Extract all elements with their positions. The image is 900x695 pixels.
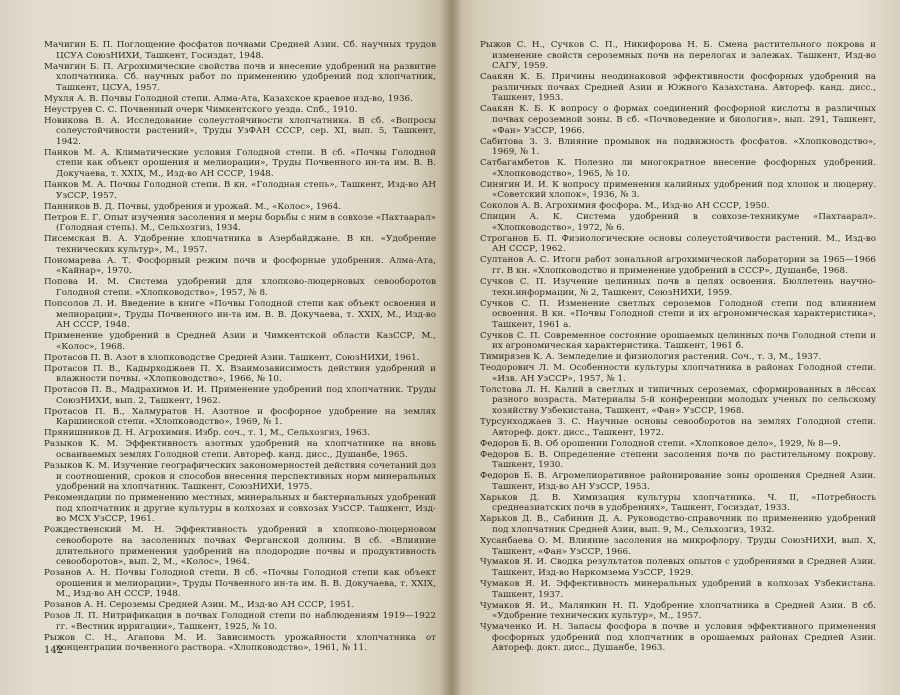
bibliography-entry: Разыков К. М. Эффективность азотных удобрений на хлопчатнике на вновь осваиваемых землях Голодной степи. Автореф. канд. дисс., Душанбе, 1965. — [44, 439, 436, 460]
bibliography-entry: Тимирязев К. А. Земледелие и физиология растений. Соч., т. 3, М., 1937. — [480, 352, 822, 363]
page-number: 142 — [44, 645, 64, 656]
bibliography-entry: Розов Л. П. Нитрификация в почвах Голодной степи по наблюдениям 1919—1922 гг. «Вестник ирригации», Ташкент, 1925, № 10. — [44, 611, 436, 632]
bibliography-entry: Розанов А. Н. Почвы Голодной степи. В сб. «Почвы Голодной степи как объект орошения и мелиорации», Труды Почвенного ин-та им. В. В. Докучаева, т. XXIX, М., Изд-во АН СССР, 1948. — [44, 568, 436, 600]
bibliography-entry: Федоров Б. В. Определение степени засоления почв по растительному покрову. Ташкент, 1930. — [480, 449, 876, 471]
bibliography-entry: Спицин А. К. Система удобрений в совхозе-техникуме «Пахтаарал». «Хлопководство», 1972, № 6. — [480, 212, 876, 233]
bibliography-entry: Синягин И. И. К вопросу применения калийных удобрений под хлопок и люцерну. «Советский хлопок», 1936, № 3. — [480, 179, 876, 201]
bibliography-entry: Петров Е. Г. Опыт изучения засоления и меры борьбы с ним в совхозе «Пахтаарал» (Голодная степь). М., Сельхозгиз, 1934. — [44, 212, 436, 234]
bibliography-entry: Протасов П. В., Кадырходжаев П. Х. Взаимозависимость действия удобрений и влажности почвы. «Хлопководство», 1966, № 10. — [44, 363, 436, 385]
bibliography-entry: Турсунходжаев З. С. Научные основы севооборотов на землях Голодной степи. Автореф. докт. дисс., Ташкент, 1972. — [480, 417, 876, 438]
bibliography-entry: Чумаченко И. Н. Запасы фосфора в почве и условия эффективного применения фосфорных удобрений под хлопчатник в орошаемых районах Средней Азии. Автореф. докт. дисс., Душанбе, 1963. — [480, 622, 876, 654]
right-bibliography-list — [480, 40, 876, 654]
bibliography-entry: Мухля А. В. Почвы Голодной степи. Алма-Ата, Казахское краевое изд-во, 1936. — [44, 93, 413, 104]
bibliography-entry: Разыков К. М. Изучение географических закономерностей действия сочетаний доз и соотношений, сроков и способов внесения перспективных норм минеральных удобрений на хлопчатник. Ташкент, СоюзНИХИ, 1975. — [44, 460, 436, 493]
bibliography-entry: Попова И. М. Система удобрений для хлопково-люцерновых севооборотов Голодной степи. «Хлопководство», 1957, № 8. — [44, 277, 436, 298]
bibliography-entry: Толстова Л. Н. Калий в светлых и типичных сероземах, сформированных в лёссах разного возраста. Материалы 5-й конференции молодых ученых по сельскому хозяйству Узбекистана, Ташкент, «Фан» УзССР, 1968. — [480, 384, 876, 417]
bibliography-entry: Попсолов Л. И. Введение в книге «Почвы Голодной степи как объект освоения и мелиорации», Труды Почвенного ин-та им. В. В. Докучаева, т. XXIX, М., Изд-во АН СССР, 1948. — [44, 298, 436, 331]
bibliography-entry: Протасов П. В., Халмуратов Н. Азотное и фосфорное удобрение на землях Каршинской степи. «Хлопководство», 1969, № 1. — [44, 406, 436, 428]
bibliography-entry: Чумаков Я. И. Эффективность минеральных удобрений в колхозах Узбекистана. Ташкент, 1937. — [480, 579, 876, 600]
bibliography-entry: Протасов П. В. Азот в хлопководстве Средней Азии. Ташкент, СоюзНИХИ, 1961. — [44, 352, 420, 363]
bibliography-entry: Розанов А. Н. Сероземы Средней Азии. М., Изд-во АН СССР, 1951. — [44, 600, 355, 611]
bibliography-entry: Строганов Б. П. Физиологические основы солеустойчивости растений. М., Изд-во АН СССР, 1962. — [480, 233, 876, 255]
bibliography-entry: Сабитова З. З. Влияние промывок на подвижность фосфатов. «Хлопководство», 1969, № 1. — [480, 136, 876, 158]
bibliography-entry: Сатбагамбетов К. Полезно ли многократное внесение фосфорных удобрений. «Хлопководство», 1965, № 10. — [480, 158, 876, 179]
bibliography-entry: Прянишников Д. Н. Агрохимия. Избр. соч., т. 1, М., Сельхозгиз, 1963. — [44, 428, 371, 439]
bibliography-entry: Панков М. А. Почвы Голодной степи. В кн. «Голодная степь», Ташкент, Изд-во АН УзССР, 1957. — [44, 180, 436, 201]
bibliography-entry: Панников В. Д. Почвы, удобрения и урожай. М., «Колос», 1964. — [44, 201, 342, 212]
bibliography-entry: Применение удобрений в Средней Азии и Чимкентской области КазССР, М., «Колос», 1968. — [44, 331, 436, 352]
right-page — [450, 0, 900, 695]
left-bibliography-list — [44, 40, 436, 654]
bibliography-entry: Писемская В. А. Удобрение хлопчатника в Азербайджане. В кн. «Удобрение технических культур», М., 1957. — [44, 234, 436, 255]
bibliography-entry: Теодорович Л. М. Особенности культуры хлопчатника в районах Голодной степи. «Изв. АН УзССР», 1957, № 1. — [480, 363, 876, 384]
bibliography-entry: Новикова В. А. Исследование солеустойчивости хлопчатника. В сб. «Вопросы солеустойчивости растений», Труды УзФАН СССР, сер. XI, вып. 5, Ташкент, 1942. — [44, 115, 436, 147]
bibliography-entry: Рекомендации по применению местных, минеральных и бактериальных удобрений под хлопчатник и другие культуры в колхозах и совхозах УзССР. Ташкент, Изд-во МСХ УзССР, 1961. — [44, 493, 436, 525]
bibliography-entry: Чумаков Я. И. Сводка результатов полевых опытов с удобрениями в Средней Азии. Ташкент, Изд-во Наркомзема УзССР, 1929. — [480, 557, 876, 579]
bibliography-entry: Султанов А. С. Итоги работ зональной агрохимической лаборатории за 1965—1966 гг. В кн. «Хлопководство и применение удобрений в СССР», Душанбе, 1968. — [480, 255, 876, 276]
bibliography-entry: Федоров Б. В. Агромелиоративное районирование зоны орошения Средней Азии. Ташкент, Изд-во АН УзССР, 1953. — [480, 471, 876, 492]
bibliography-entry: Мачигин Б. П. Агрохимические свойства почв и внесение удобрений на развитие хлопчатника. Сб. научных работ по применению удобрений под хлопчатник, Ташкент, ЦСУА, 1957. — [44, 61, 436, 93]
bibliography-entry: Саакян К. Б. К вопросу о формах соединений фосфорной кислоты в различных почвах сероземной зоны. В сб. «Почвоведение и биология», вып. 291, Ташкент, «Фан» УзССР, 1966. — [480, 104, 876, 136]
bibliography-entry: Сучков С. П. Современное состояние орошаемых целинных почв Голодной степи и их агрономическая характеристика. Ташкент, 1961 б. — [480, 330, 876, 352]
bibliography-entry: Сучков С. П. Изучение целинных почв в целях освоения. Бюллетень научно-техн.информации, № 2, Ташкент, СоюзНИХИ, 1959. — [480, 276, 876, 298]
bibliography-entry: Панков М. А. Климатические условия Голодной степи. В сб. «Почвы Голодной степи как объект орошения и мелиорации», Труды Почвенного ин-та им. В. В. Докучаева, т. XXIX, М., Изд-во АН СССР, 1948. — [44, 147, 436, 180]
bibliography-entry: Мачигин Б. П. Поглощение фосфатов почвами Средней Азии. Сб. научных трудов ЦСУА СоюзНИХИ, Ташкент, Госиздат, 1948. — [44, 40, 436, 61]
bibliography-entry: Рождественский М. Н. Эффективность удобрений в хлопково-люцерновом севообороте на засоленных почвах Ферганской долины. В сб. «Влияние длительного применения удобрений на плодородие почвы и продуктивность севооборотов», вып. 2, М., «Колос», 1964. — [44, 525, 436, 568]
bibliography-entry: Сучков С. П. Изменение светлых сероземов Голодной степи под влиянием освоения. В кн. «Почвы Голодной степи и их агрономическая характеристика», Ташкент, 1961 а. — [480, 298, 876, 330]
bibliography-entry: Соколов А. В. Агрохимия фосфора. М., Изд-во АН СССР, 1950. — [480, 201, 770, 212]
bibliography-entry: Неуструев С. С. Почвенный очерк Чимкентского уезда. Спб., 1910. — [44, 104, 358, 115]
bibliography-entry: Пономарева А. Т. Фосфорный режим почв и фосфорные удобрения. Алма-Ата, «Кайнар», 1970. — [44, 255, 436, 277]
bibliography-entry: Федоров Б. В. Об орошении Голодной степи. «Хлопковое дело», 1929, № 8—9. — [480, 438, 841, 449]
bibliography-entry: Чумаков Я. И., Малянкин Н. П. Удобрение хлопчатника в Средней Азии. В сб. «Удобрение технических культур», М., 1957. — [480, 600, 876, 622]
bibliography-entry: Саакян К. Б. Причины неодинаковой эффективности фосфорных удобрений на различных почвах Средней Азии и Южного Казахстана. Автореф. канд. дисс., Ташкент, 1953. — [480, 72, 876, 104]
bibliography-entry: Протасов П. В., Мадрахимов И. И. Применение удобрений под хлопчатник. Труды СоюзНИХИ, вып. 2, Ташкент, 1962. — [44, 385, 436, 406]
bibliography-entry: Рыжов С. Н., Агапова М. И. Зависимость урожайности хлопчатника от концентрации почвенного раствора. «Хлопководство», 1961, № 11. — [44, 632, 436, 654]
bibliography-entry: Хусанбаева О. М. Влияние засоления на микрофлору. Труды СоюзНИХИ, вып. X, Ташкент, «Фан» УзССР, 1966. — [480, 535, 876, 557]
bibliography-entry: Харьков Д. В. Химизация культуры хлопчатника. Ч. II, «Потребность среднеазиатских почв в удобрениях», Ташкент, Госиздат, 1933. — [480, 492, 876, 514]
bibliography-entry: Рыжов С. Н., Сучков С. П., Никифорова Н. Б. Смена растительного покрова и изменение свойств сероземных почв на перелогах и залежах. Ташкент, Изд-во САГУ, 1959. — [480, 40, 876, 72]
bibliography-entry: Харьков Д. В., Сабинин Д. А. Руководство-справочник по применению удобрений под хлопчатник Средней Азии, вып. 9, М., Сельхозгиз, 1932. — [480, 514, 876, 535]
